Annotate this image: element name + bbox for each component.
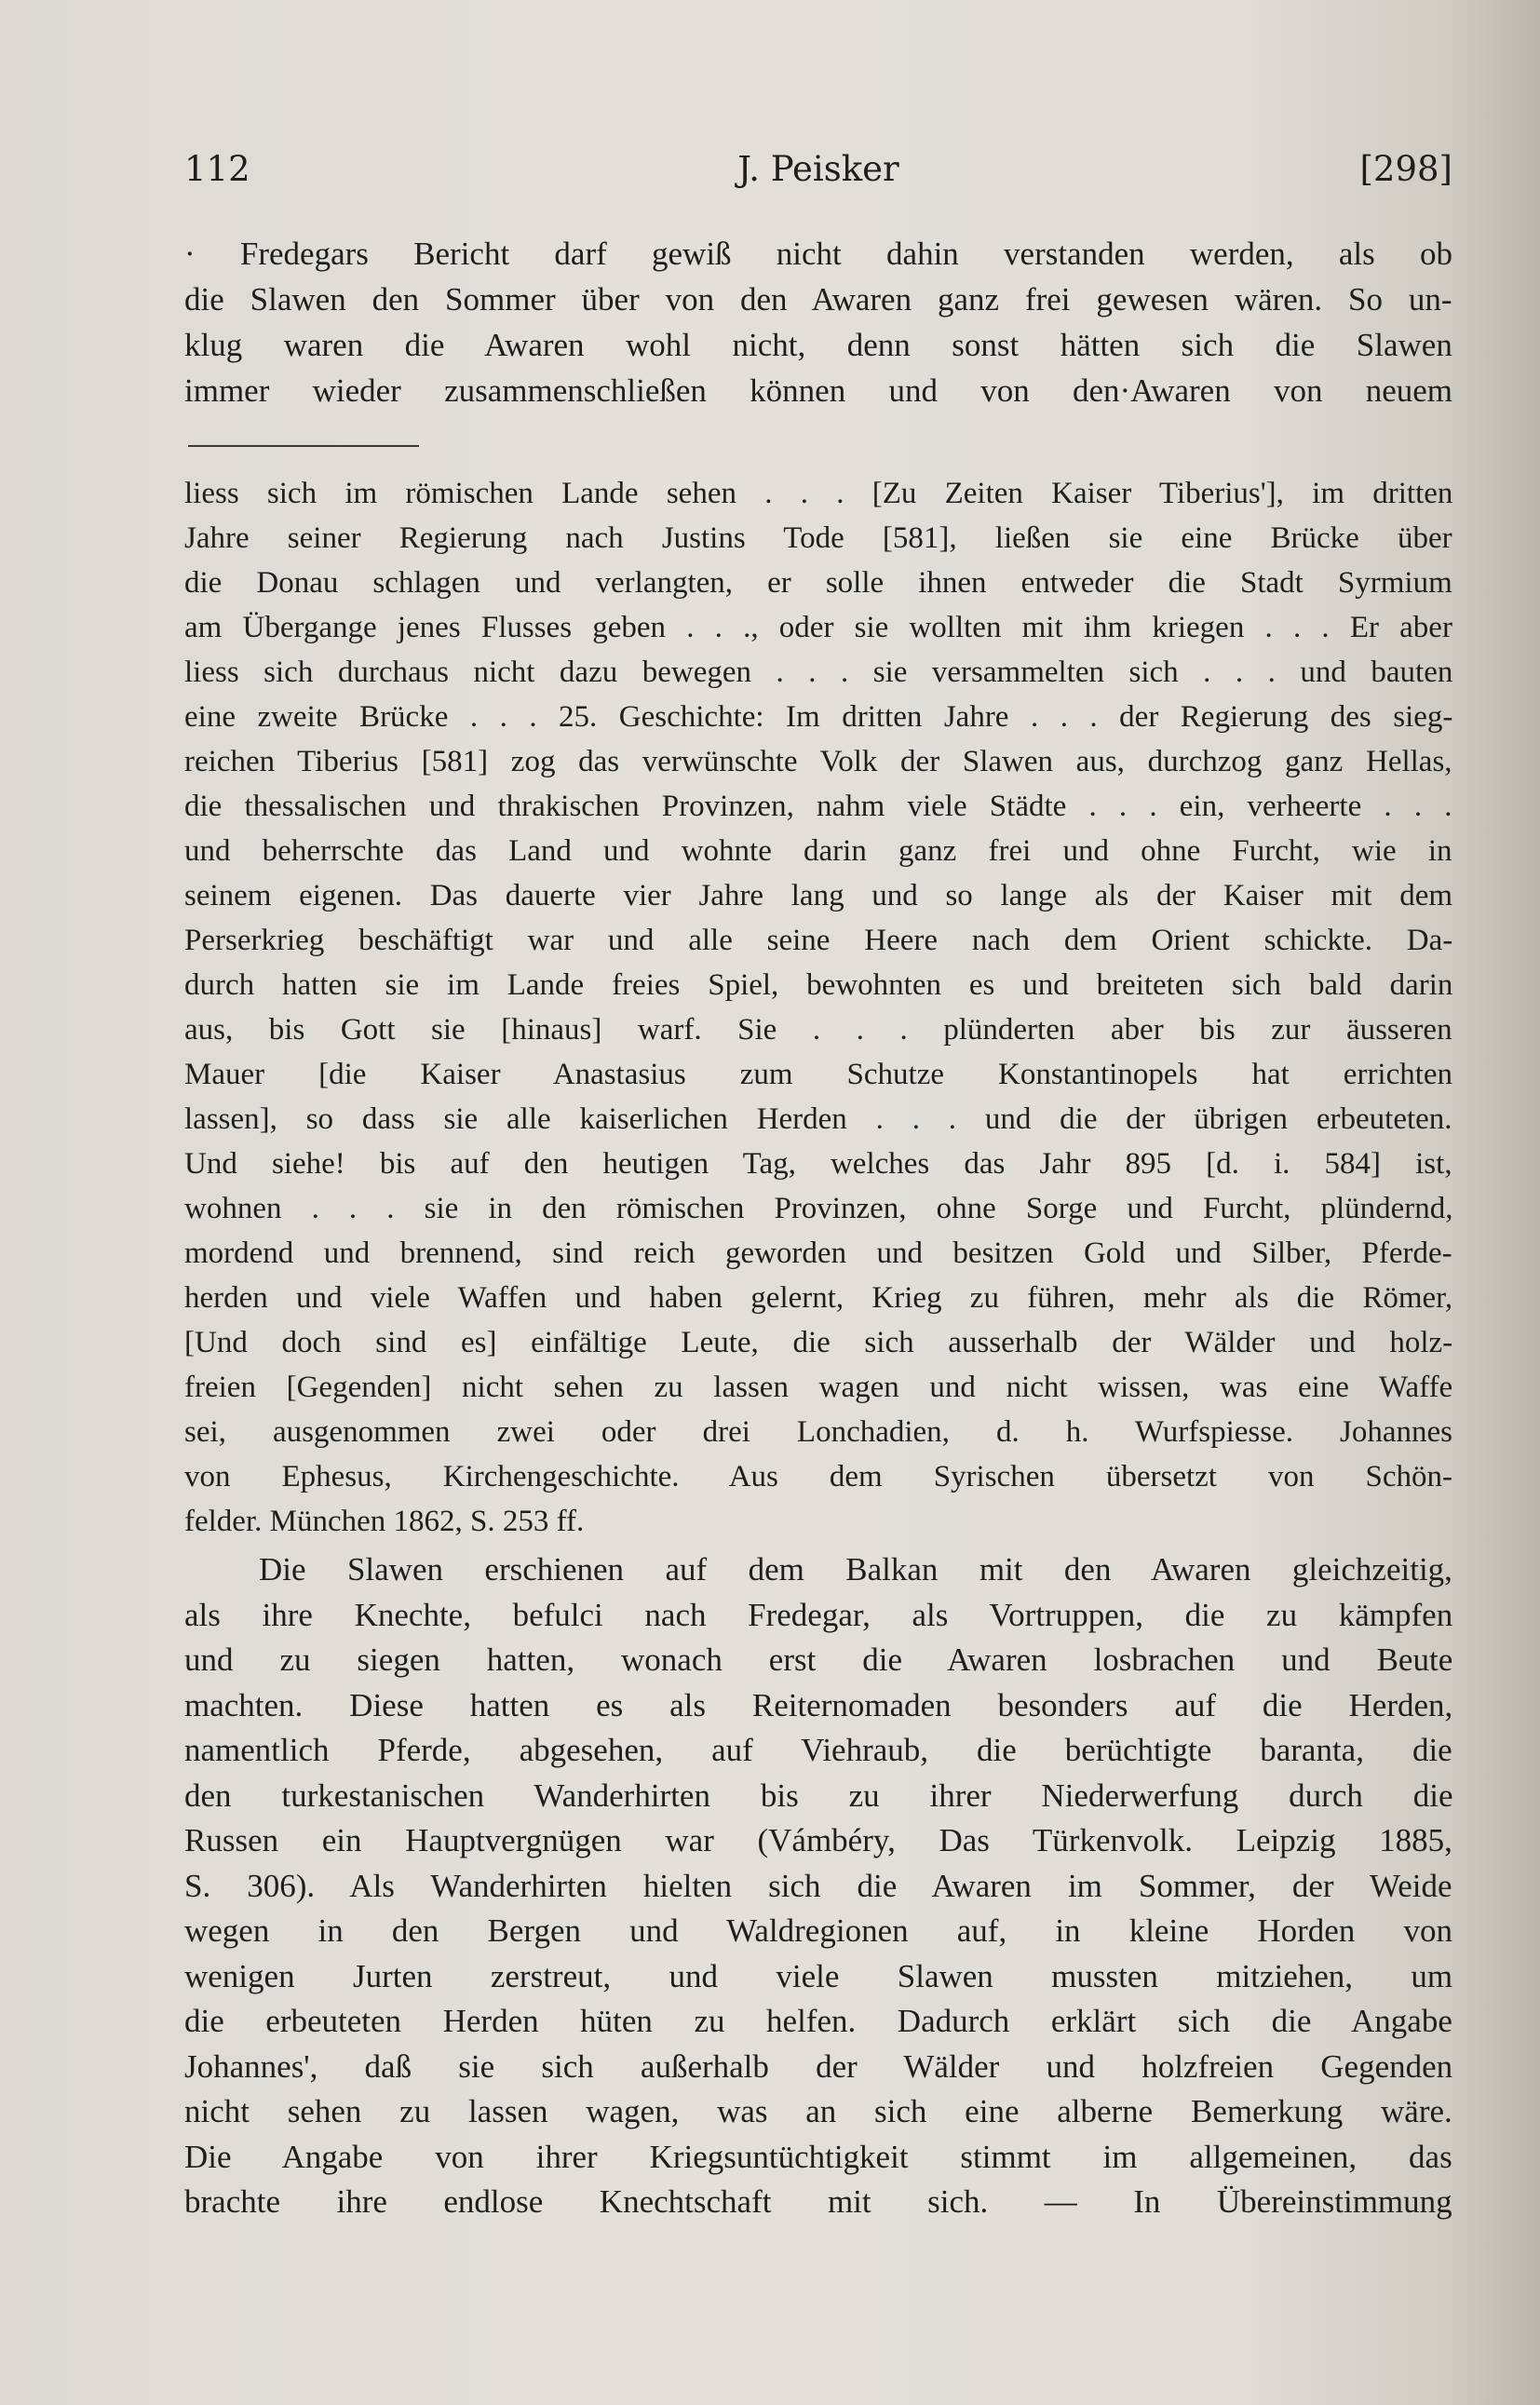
footnote-line: am Übergange jenes Flusses geben . . ., oder sie wollten mit ihm kriegen . . . Er aber bbox=[184, 611, 1452, 644]
text-line: die erbeuteten Herden hüten zu helfen. Dadurch erklärt sich die Angabe bbox=[184, 2003, 1452, 2039]
text-line: die Slawen den Sommer über von den Awaren ganz frei gewesen wären. So un- bbox=[184, 281, 1452, 318]
text-line: S. 306). Als Wanderhirten hielten sich die Awaren im Sommer, der Weide bbox=[184, 1867, 1452, 1904]
footnote-line: aus, bis Gott sie [hinaus] warf. Sie . . . plünderten aber bis zur äusseren bbox=[184, 1013, 1452, 1047]
text-line: Russen ein Hauptvergnügen war (Vámbéry, Das Türkenvolk. Leipzig 1885, bbox=[184, 1822, 1452, 1858]
footnote-line: [Und doch sind es] einfältige Leute, die sich ausserhalb der Wälder und holz- bbox=[184, 1326, 1453, 1359]
text-line: wegen in den Bergen und Waldregionen auf, in kleine Horden von bbox=[184, 1912, 1452, 1949]
text-line: brachte ihre endlose Knechtschaft mit sich. — In Übereinstimmung bbox=[184, 2183, 1452, 2220]
footnote-line: sei, ausgenommen zwei oder drei Lonchadien, d. h. Wurfspiesse. Johannes bbox=[184, 1415, 1452, 1449]
body-paragraph-bottom bbox=[184, 1547, 1452, 2225]
running-title-author: J. Peisker bbox=[737, 149, 899, 189]
footnote-line: eine zweite Brücke . . . 25. Geschichte: Im dritten Jahre . . . der Regierung des sieg- bbox=[184, 700, 1453, 734]
running-header bbox=[184, 142, 1452, 197]
text-line: Johannes', daß sie sich außerhalb der Wälder und holzfreien Gegenden bbox=[184, 2047, 1453, 2085]
text-line: den turkestanischen Wanderhirten bis zu ihrer Niederwerfung durch die bbox=[184, 1777, 1453, 1814]
text-line: namentlich Pferde, abgesehen, auf Viehraub, die berüchtigte baranta, die bbox=[184, 1732, 1452, 1768]
text-line: machten. Diese hatten es als Reiternomaden besonders auf die Herden, bbox=[184, 1686, 1453, 1723]
footnote-line: Jahre seiner Regierung nach Justins Tode [581], ließen sie eine Brücke über bbox=[184, 521, 1452, 555]
footnote-line: Mauer [die Kaiser Anastasius zum Schutze Konstantinopels hat errichten bbox=[184, 1058, 1453, 1091]
text-line: immer wieder zusammenschließen können und von den·Awaren von neuem bbox=[184, 372, 1453, 409]
footnote-line: mordend und brennend, sind reich geworden und besitzen Gold und Silber, Pferde- bbox=[184, 1236, 1452, 1270]
footnote-line: durch hatten sie im Lande freies Spiel, bewohnten es und breiteten sich bald darin bbox=[184, 968, 1453, 1002]
footnote-line: und beherrschte das Land und wohnte darin ganz frei und ohne Furcht, wie in bbox=[184, 834, 1452, 868]
footnote-line: wohnen . . . sie in den römischen Provinzen, ohne Sorge und Furcht, plündernd, bbox=[184, 1192, 1453, 1225]
footnote-line: reichen Tiberius [581] zog das verwünschte Volk der Slawen aus, durchzog ganz Hellas, bbox=[184, 745, 1452, 778]
page-number: 112 bbox=[184, 149, 250, 189]
footnote-line: Perserkrieg beschäftigt war und alle seine Heere nach dem Orient schickte. Da- bbox=[184, 924, 1453, 957]
footnote-line: liess sich im römischen Lande sehen . . . [Zu Zeiten Kaiser Tiberius'], im dritten bbox=[184, 477, 1453, 510]
footnote-line: liess sich durchaus nicht dazu bewegen . . . sie versammelten sich . . . und bauten bbox=[184, 655, 1453, 689]
text-line: Die Angabe von ihrer Kriegsuntüchtigkeit stimmt im allgemeinen, das bbox=[184, 2138, 1452, 2175]
original-page-number: [298] bbox=[1359, 149, 1452, 189]
body-paragraph-top bbox=[184, 231, 1452, 413]
text-line: Die Slawen erschienen auf dem Balkan mit den Awaren gleichzeitig, bbox=[259, 1551, 1452, 1588]
text-line: wenigen Jurten zerstreut, und viele Slawen mussten mitziehen, um bbox=[184, 1957, 1453, 1994]
text-line: und zu siegen hatten, wonach erst die Awaren losbrachen und Beute bbox=[184, 1642, 1453, 1678]
footnote-line: felder. München 1862, S. 253 ff. bbox=[184, 1505, 585, 1538]
footnote-divider bbox=[188, 445, 419, 447]
footnote-block bbox=[184, 471, 1452, 1544]
footnote-line: Und siehe! bis auf den heutigen Tag, welches das Jahr 895 [d. i. 584] ist, bbox=[184, 1147, 1452, 1181]
footnote-line: seinem eigenen. Das dauerte vier Jahre lang und so lange als der Kaiser mit dem bbox=[184, 879, 1453, 912]
text-line: nicht sehen zu lassen wagen, was an sich eine alberne Bemerkung wäre. bbox=[184, 2093, 1452, 2129]
footnote-line: die thessalischen und thrakischen Provinzen, nahm viele Städte . . . ein, verheerte . . . bbox=[184, 790, 1452, 823]
text-line: klug waren die Awaren wohl nicht, denn sonst hätten sich die Slawen bbox=[184, 327, 1452, 363]
text-line: als ihre Knechte, befulci nach Fredegar, als Vortruppen, die zu kämpfen bbox=[184, 1596, 1453, 1633]
footnote-line: von Ephesus, Kirchengeschichte. Aus dem Syrischen übersetzt von Schön- bbox=[184, 1460, 1452, 1493]
footnote-line: die Donau schlagen und verlangten, er solle ihnen entweder die Stadt Syrmium bbox=[184, 566, 1452, 600]
footnote-line: herden und viele Waffen und haben gelernt, Krieg zu führen, mehr als die Römer, bbox=[184, 1281, 1453, 1315]
footnote-line: lassen], so dass sie alle kaiserlichen Herden . . . und die der übrigen erbeuteten. bbox=[184, 1102, 1452, 1136]
footnote-line: freien [Gegenden] nicht sehen zu lassen wagen und nicht wissen, was eine Waffe bbox=[184, 1371, 1453, 1404]
text-line: · Fredegars Bericht darf gewiß nicht dahin verstanden werden, als ob bbox=[184, 236, 1453, 272]
